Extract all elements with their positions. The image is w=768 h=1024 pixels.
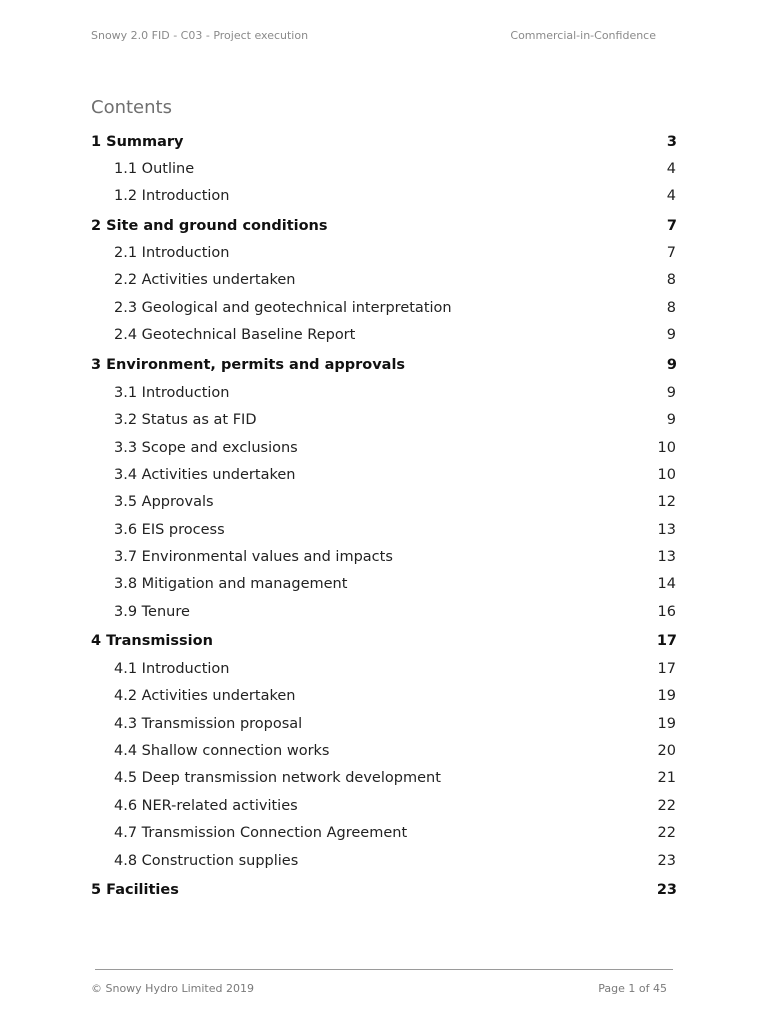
toc-subsection-entry[interactable]: [91, 850, 677, 872]
toc-entry-page: 21: [657, 770, 676, 786]
toc-entry-label: 4.8 Construction supplies: [114, 853, 299, 869]
toc-entry-page: 17: [656, 633, 677, 649]
toc-entry-page: 9: [666, 412, 676, 428]
toc-entry-label: 4.3 Transmission proposal: [114, 716, 303, 732]
footer-page-number: Page 1 of 45: [598, 982, 667, 995]
toc-subsection-entry[interactable]: [91, 437, 677, 459]
toc-subsection-entry[interactable]: [91, 601, 677, 623]
toc-section-entry[interactable]: [91, 131, 677, 153]
toc-entry-label: 4 Transmission: [91, 633, 213, 649]
toc-entry-label: 2.1 Introduction: [114, 245, 230, 261]
footer-copyright: © Snowy Hydro Limited 2019: [91, 982, 254, 995]
toc-section-entry[interactable]: [91, 215, 677, 237]
toc-section-entry[interactable]: [91, 879, 677, 901]
toc-entry-label: 3.6 EIS process: [114, 522, 225, 538]
header-classification: Commercial-in-Confidence: [510, 29, 656, 42]
toc-subsection-entry[interactable]: [91, 242, 677, 264]
footer-divider: [95, 969, 673, 970]
toc-entry-label: 4.2 Activities undertaken: [114, 688, 296, 704]
toc-entry-page: 7: [666, 245, 676, 261]
toc-entry-label: 3.8 Mitigation and management: [114, 576, 348, 592]
toc-entry-page: 17: [657, 661, 676, 677]
toc-entry-page: 7: [666, 218, 677, 234]
toc-subsection-entry[interactable]: [91, 324, 677, 346]
toc-entry-label: 2.3 Geological and geotechnical interpretation: [114, 300, 452, 316]
toc-entry-label: 1 Summary: [91, 134, 184, 150]
toc-entry-page: 13: [657, 522, 676, 538]
toc-entry-page: 4: [666, 161, 676, 177]
toc-entry-label: 1.2 Introduction: [114, 188, 230, 204]
toc-entry-label: 3 Environment, permits and approvals: [91, 357, 406, 373]
toc-subsection-entry[interactable]: [91, 269, 677, 291]
toc-entry-page: 10: [657, 440, 676, 456]
toc-subsection-entry[interactable]: [91, 185, 677, 207]
toc-entry-page: 9: [666, 327, 676, 343]
toc-entry-page: 3: [666, 134, 677, 150]
toc-entry-label: 3.1 Introduction: [114, 385, 230, 401]
toc-subsection-entry[interactable]: [91, 519, 677, 541]
toc-entry-label: 4.6 NER-related activities: [114, 798, 298, 814]
toc-entry-label: 2.2 Activities undertaken: [114, 272, 296, 288]
toc-entry-page: 23: [657, 853, 676, 869]
toc-subsection-entry[interactable]: [91, 740, 677, 762]
toc-entry-page: 19: [657, 716, 676, 732]
toc-entry-label: 3.2 Status as at FID: [114, 412, 257, 428]
toc-subsection-entry[interactable]: [91, 158, 677, 180]
toc-entry-label: 3.9 Tenure: [114, 604, 190, 620]
toc-subsection-entry[interactable]: [91, 297, 677, 319]
toc-subsection-entry[interactable]: [91, 767, 677, 789]
toc-entry-label: 4.4 Shallow connection works: [114, 743, 330, 759]
toc-section-entry[interactable]: [91, 630, 677, 652]
page-footer: [91, 982, 667, 996]
toc-subsection-entry[interactable]: [91, 491, 677, 513]
toc-entry-page: 13: [657, 549, 676, 565]
toc-entry-page: 23: [656, 882, 677, 898]
toc-entry-page: 4: [666, 188, 676, 204]
page-header: [91, 29, 656, 43]
toc-entry-page: 22: [657, 825, 676, 841]
toc-entry-label: 2.4 Geotechnical Baseline Report: [114, 327, 356, 343]
toc-entry-page: 9: [666, 385, 676, 401]
toc-section-entry[interactable]: [91, 354, 677, 376]
toc-entry-label: 1.1 Outline: [114, 161, 195, 177]
toc-subsection-entry[interactable]: [91, 713, 677, 735]
toc-entry-label: 4.7 Transmission Connection Agreement: [114, 825, 408, 841]
contents-heading: Contents: [91, 97, 172, 118]
toc-subsection-entry[interactable]: [91, 573, 677, 595]
toc-entry-label: 3.7 Environmental values and impacts: [114, 549, 393, 565]
toc-entry-label: 4.5 Deep transmission network development: [114, 770, 441, 786]
toc-entry-label: 5 Facilities: [91, 882, 179, 898]
header-document-title: Snowy 2.0 FID - C03 - Project execution: [91, 29, 309, 42]
toc-entry-page: 22: [657, 798, 676, 814]
toc-subsection-entry[interactable]: [91, 658, 677, 680]
toc-entry-label: 3.3 Scope and exclusions: [114, 440, 298, 456]
toc-entry-page: 16: [657, 604, 676, 620]
toc-subsection-entry[interactable]: [91, 685, 677, 707]
toc-subsection-entry[interactable]: [91, 795, 677, 817]
toc-entry-page: 19: [657, 688, 676, 704]
toc-entry-page: 8: [666, 300, 676, 316]
toc-entry-page: 12: [657, 494, 676, 510]
toc-entry-label: 4.1 Introduction: [114, 661, 230, 677]
toc-entry-page: 10: [657, 467, 676, 483]
toc-entry-label: 3.5 Approvals: [114, 494, 214, 510]
toc-subsection-entry[interactable]: [91, 382, 677, 404]
toc-entry-page: 14: [657, 576, 676, 592]
toc-entry-page: 9: [666, 357, 677, 373]
toc-subsection-entry[interactable]: [91, 464, 677, 486]
toc-subsection-entry[interactable]: [91, 546, 677, 568]
toc-entry-page: 8: [666, 272, 676, 288]
toc-subsection-entry[interactable]: [91, 822, 677, 844]
toc-subsection-entry[interactable]: [91, 409, 677, 431]
toc-entry-label: 3.4 Activities undertaken: [114, 467, 296, 483]
toc-entry-label: 2 Site and ground conditions: [91, 218, 328, 234]
toc-entry-page: 20: [657, 743, 676, 759]
